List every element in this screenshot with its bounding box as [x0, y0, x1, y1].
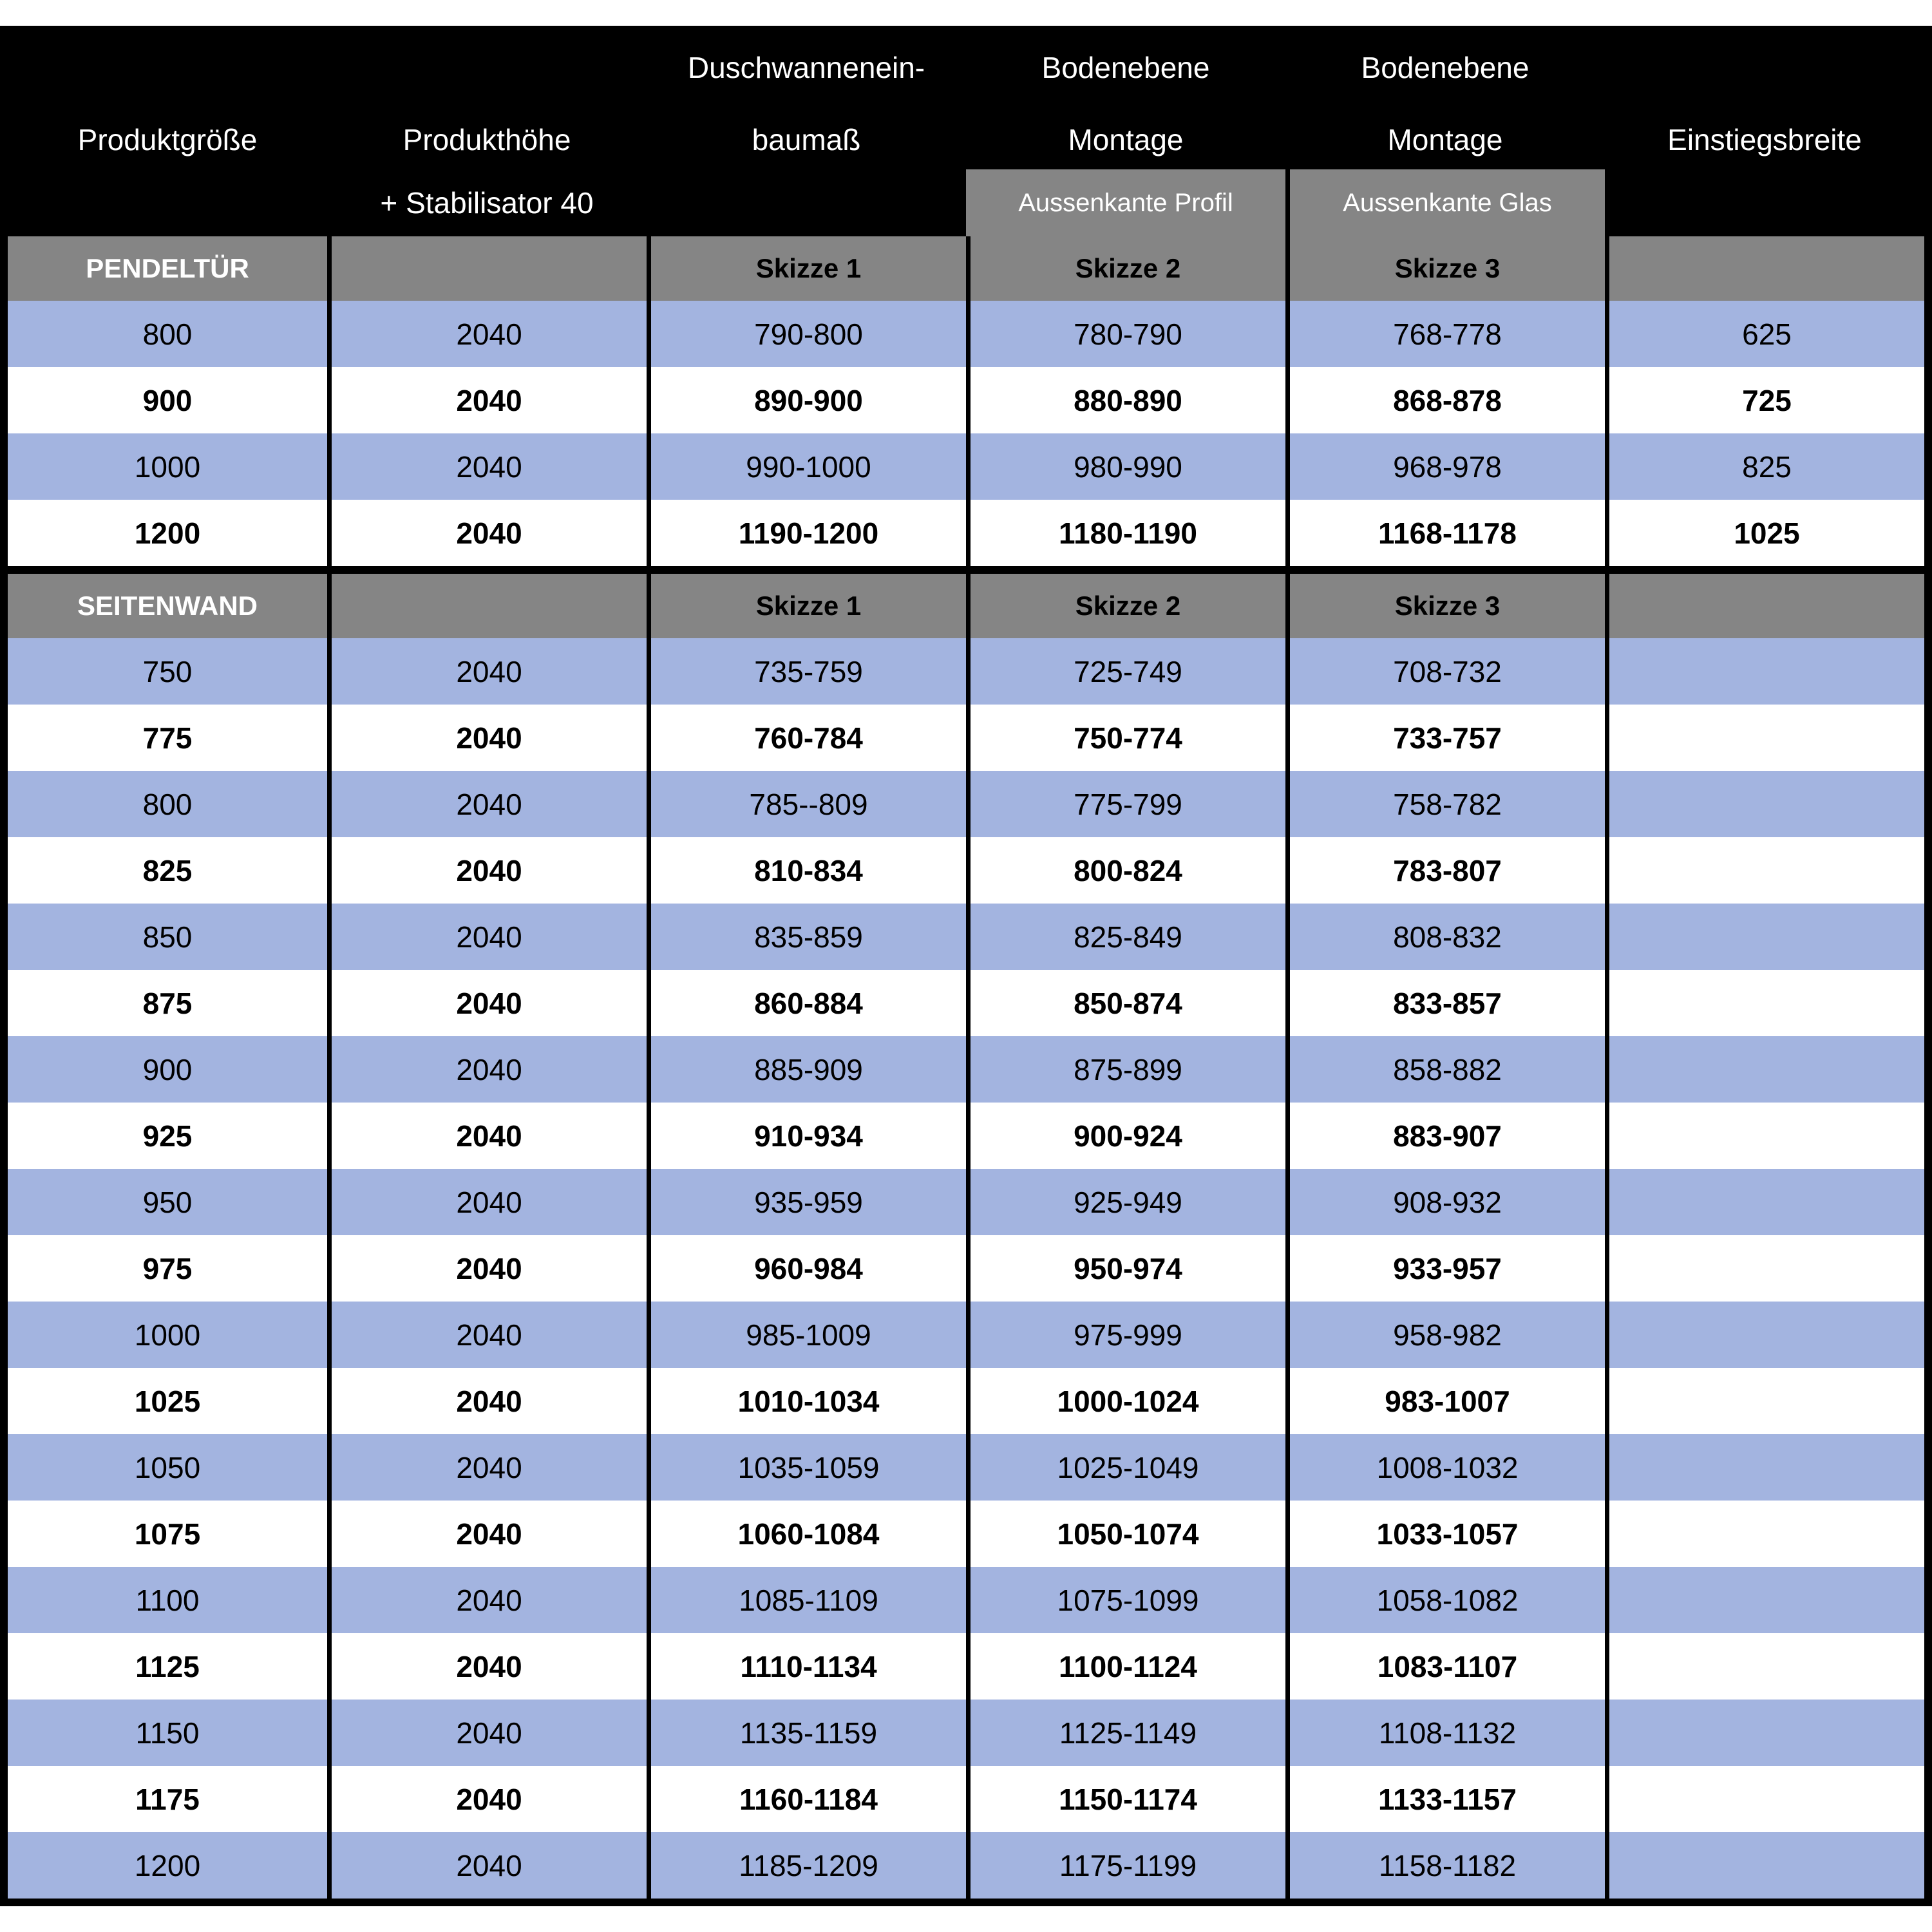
cell-produktgroesse: 750: [142, 654, 193, 688]
cell-einstiegsbreite: [1605, 1766, 1924, 1832]
cell-einstiegsbreite: 725: [1605, 367, 1924, 433]
header-bodenebene-profil-line2: Montage: [1068, 122, 1184, 156]
cell-einstiegsbreite: [1605, 904, 1924, 970]
cell-bodenebene-glas: 1058-1082: [1285, 1567, 1605, 1633]
section-header-pendeltuer: [8, 236, 1924, 301]
header-spacer: [8, 26, 327, 109]
header-col-produkthoehe: [327, 26, 647, 236]
table-row: [8, 433, 1924, 500]
cell-bodenebene-profil: 975-999: [966, 1302, 1285, 1368]
cell-duschwanneneinbaumass: 990-1000: [647, 433, 966, 500]
header-bodenebene-profil-line1: Bodenebene: [1041, 51, 1210, 84]
cell-bodenebene-profil: 1125-1149: [966, 1700, 1285, 1766]
table-row: [8, 1302, 1924, 1368]
cell-duschwanneneinbaumass: 760-784: [647, 705, 966, 771]
table-row: [8, 970, 1924, 1036]
cell-produktgroesse: 1200: [134, 516, 201, 550]
section-title-seitenwand: SEITENWAND: [77, 591, 258, 621]
cell-bodenebene-glas: 708-732: [1285, 638, 1605, 705]
table-row: [8, 367, 1924, 433]
cell-einstiegsbreite: [1605, 1633, 1924, 1700]
cell-bodenebene-glas: 868-878: [1285, 367, 1605, 433]
cell-duschwanneneinbaumass: 810-834: [647, 837, 966, 904]
cell-produktgroesse: 1025: [134, 1384, 201, 1418]
cell-bodenebene-profil: 875-899: [966, 1036, 1285, 1103]
cell-produkthoehe: 2040: [327, 1567, 647, 1633]
header-aussenkante-glas-label: Aussenkante Glas: [1285, 169, 1605, 236]
skizze1-label: Skizze 1: [647, 574, 966, 638]
table-row: [8, 837, 1924, 904]
table-row: [8, 1501, 1924, 1567]
table-row: [8, 1169, 1924, 1235]
cell-bodenebene-glas: 733-757: [1285, 705, 1605, 771]
cell-produkthoehe: 2040: [327, 970, 647, 1036]
cell-einstiegsbreite: 625: [1605, 301, 1924, 367]
cell-produktgroesse: 850: [142, 920, 193, 954]
cell-produkthoehe: 2040: [327, 638, 647, 705]
header-col-bodenebene-profil: [966, 26, 1285, 236]
cell-bodenebene-profil: 900-924: [966, 1103, 1285, 1169]
cell-produkthoehe: 2040: [327, 500, 647, 566]
table-row: [8, 1567, 1924, 1633]
table-row: [8, 301, 1924, 367]
cell-bodenebene-glas: 783-807: [1285, 837, 1605, 904]
section-rows-pendeltuer: [8, 301, 1924, 566]
section-header-seitenwand: [8, 566, 1924, 638]
cell-bodenebene-profil: 1050-1074: [966, 1501, 1285, 1567]
header-stabilisator-label: + Stabilisator 40: [380, 186, 594, 220]
cell-einstiegsbreite: [1605, 1036, 1924, 1103]
header-col-produktgroesse: [8, 26, 327, 236]
table-row: [8, 771, 1924, 837]
cell-duschwanneneinbaumass: 1010-1034: [647, 1368, 966, 1434]
cell-duschwanneneinbaumass: 885-909: [647, 1036, 966, 1103]
cell-produktgroesse: 1075: [134, 1517, 201, 1551]
cell-produktgroesse: 1175: [135, 1782, 200, 1816]
table-row: [8, 500, 1924, 566]
cell-bodenebene-profil: 925-949: [966, 1169, 1285, 1235]
cell-produktgroesse: 1200: [134, 1848, 201, 1882]
cell-duschwanneneinbaumass: 1135-1159: [647, 1700, 966, 1766]
cell-einstiegsbreite: [1605, 1501, 1924, 1567]
cell-produkthoehe: 2040: [327, 367, 647, 433]
table-row: [8, 638, 1924, 705]
cell-produktgroesse: 775: [142, 721, 193, 755]
cell-bodenebene-profil: 1175-1199: [966, 1832, 1285, 1899]
table-row: [8, 904, 1924, 970]
cell-einstiegsbreite: [1605, 1302, 1924, 1368]
cell-bodenebene-profil: 1100-1124: [966, 1633, 1285, 1700]
skizze2-label: Skizze 2: [966, 574, 1285, 638]
cell-einstiegsbreite: [1605, 1235, 1924, 1302]
table-row: [8, 1368, 1924, 1434]
cell-bodenebene-glas: 833-857: [1285, 970, 1605, 1036]
cell-duschwanneneinbaumass: 985-1009: [647, 1302, 966, 1368]
cell-duschwanneneinbaumass: 860-884: [647, 970, 966, 1036]
cell-bodenebene-glas: 768-778: [1285, 301, 1605, 367]
cell-einstiegsbreite: [1605, 1700, 1924, 1766]
cell-bodenebene-glas: 883-907: [1285, 1103, 1605, 1169]
cell-bodenebene-profil: 1075-1099: [966, 1567, 1285, 1633]
size-table: [0, 26, 1932, 1906]
cell-duschwanneneinbaumass: 785--809: [647, 771, 966, 837]
cell-produkthoehe: 2040: [327, 705, 647, 771]
cell-duschwanneneinbaumass: 1190-1200: [647, 500, 966, 566]
cell-duschwanneneinbaumass: 835-859: [647, 904, 966, 970]
cell-einstiegsbreite: [1605, 1368, 1924, 1434]
cell-duschwanneneinbaumass: 1060-1084: [647, 1501, 966, 1567]
cell-produktgroesse: 1000: [134, 450, 201, 484]
cell-produkthoehe: 2040: [327, 301, 647, 367]
skizze1-label: Skizze 1: [647, 236, 966, 301]
cell-produktgroesse: 1125: [135, 1649, 200, 1683]
cell-duschwanneneinbaumass: 1185-1209: [647, 1832, 966, 1899]
header-spacer: [8, 169, 327, 236]
cell-bodenebene-glas: 983-1007: [1285, 1368, 1605, 1434]
header-einstiegsbreite-label: Einstiegsbreite: [1667, 122, 1862, 156]
cell-produktgroesse: 950: [142, 1185, 193, 1219]
table-row: [8, 1633, 1924, 1700]
cell-produktgroesse: 1150: [135, 1716, 200, 1750]
cell-einstiegsbreite: [1605, 1832, 1924, 1899]
cell-produktgroesse: 800: [142, 787, 193, 821]
cell-bodenebene-glas: 1083-1107: [1285, 1633, 1605, 1700]
table-row: [8, 1700, 1924, 1766]
cell-produkthoehe: 2040: [327, 1766, 647, 1832]
cell-bodenebene-profil: 825-849: [966, 904, 1285, 970]
cell-einstiegsbreite: [1605, 1434, 1924, 1501]
skizze3-label: Skizze 3: [1285, 574, 1605, 638]
table-row: [8, 705, 1924, 771]
header-bodenebene-glas-line2: Montage: [1387, 122, 1503, 156]
cell-einstiegsbreite: [1605, 638, 1924, 705]
header-produkthoehe-label: Produkthöhe: [402, 122, 571, 156]
section-title-pendeltuer: PENDELTÜR: [86, 253, 249, 283]
cell-produktgroesse: 800: [142, 317, 193, 351]
cell-duschwanneneinbaumass: 735-759: [647, 638, 966, 705]
cell-produkthoehe: 2040: [327, 1700, 647, 1766]
cell-einstiegsbreite: 825: [1605, 433, 1924, 500]
cell-duschwanneneinbaumass: 1160-1184: [647, 1766, 966, 1832]
cell-produktgroesse: 900: [142, 1052, 193, 1086]
cell-produktgroesse: 875: [142, 986, 193, 1020]
cell-duschwanneneinbaumass: 910-934: [647, 1103, 966, 1169]
cell-bodenebene-profil: 780-790: [966, 301, 1285, 367]
cell-duschwanneneinbaumass: 1085-1109: [647, 1567, 966, 1633]
cell-bodenebene-profil: 950-974: [966, 1235, 1285, 1302]
header-col-bodenebene-glas: [1285, 26, 1605, 236]
cell-einstiegsbreite: [1605, 970, 1924, 1036]
cell-bodenebene-profil: 980-990: [966, 433, 1285, 500]
section-empty-cell: [327, 574, 647, 638]
cell-bodenebene-glas: 908-932: [1285, 1169, 1605, 1235]
cell-bodenebene-glas: 1033-1057: [1285, 1501, 1605, 1567]
cell-produktgroesse: 1000: [134, 1318, 201, 1352]
cell-produktgroesse: 825: [142, 853, 193, 887]
cell-produkthoehe: 2040: [327, 1434, 647, 1501]
cell-einstiegsbreite: [1605, 1103, 1924, 1169]
cell-duschwanneneinbaumass: 790-800: [647, 301, 966, 367]
cell-bodenebene-glas: 1158-1182: [1285, 1832, 1605, 1899]
table-row: [8, 1434, 1924, 1501]
cell-produktgroesse: 1050: [134, 1450, 201, 1484]
cell-einstiegsbreite: [1605, 1567, 1924, 1633]
cell-bodenebene-profil: 1025-1049: [966, 1434, 1285, 1501]
cell-produkthoehe: 2040: [327, 1832, 647, 1899]
cell-bodenebene-profil: 775-799: [966, 771, 1285, 837]
section-rows-seitenwand: [8, 638, 1924, 1899]
header-duschwanne-line2: baumaß: [752, 122, 861, 156]
cell-produkthoehe: 2040: [327, 771, 647, 837]
table-row: [8, 1103, 1924, 1169]
cell-bodenebene-profil: 725-749: [966, 638, 1285, 705]
section-empty-cell: [1605, 574, 1924, 638]
header-spacer: [327, 26, 647, 109]
cell-bodenebene-profil: 750-774: [966, 705, 1285, 771]
table-row: [8, 1832, 1924, 1899]
cell-bodenebene-glas: 808-832: [1285, 904, 1605, 970]
cell-einstiegsbreite: [1605, 705, 1924, 771]
header-bodenebene-glas-line1: Bodenebene: [1361, 51, 1530, 84]
cell-einstiegsbreite: [1605, 837, 1924, 904]
cell-einstiegsbreite: 1025: [1605, 500, 1924, 566]
table-row: [8, 1766, 1924, 1832]
cell-duschwanneneinbaumass: 935-959: [647, 1169, 966, 1235]
cell-produkthoehe: 2040: [327, 1368, 647, 1434]
cell-produktgroesse: 925: [142, 1119, 193, 1153]
cell-bodenebene-profil: 880-890: [966, 367, 1285, 433]
cell-produktgroesse: 1100: [135, 1583, 200, 1617]
cell-produkthoehe: 2040: [327, 1103, 647, 1169]
cell-produkthoehe: 2040: [327, 1036, 647, 1103]
cell-bodenebene-profil: 1180-1190: [966, 500, 1285, 566]
cell-bodenebene-glas: 933-957: [1285, 1235, 1605, 1302]
cell-duschwanneneinbaumass: 960-984: [647, 1235, 966, 1302]
cell-bodenebene-glas: 968-978: [1285, 433, 1605, 500]
cell-produkthoehe: 2040: [327, 1169, 647, 1235]
cell-bodenebene-glas: 958-982: [1285, 1302, 1605, 1368]
header-aussenkante-profil-label: Aussenkante Profil: [966, 169, 1285, 236]
cell-produkthoehe: 2040: [327, 433, 647, 500]
cell-bodenebene-glas: 1168-1178: [1285, 500, 1605, 566]
cell-bodenebene-glas: 1133-1157: [1285, 1766, 1605, 1832]
cell-bodenebene-profil: 1000-1024: [966, 1368, 1285, 1434]
cell-duschwanneneinbaumass: 1035-1059: [647, 1434, 966, 1501]
cell-bodenebene-profil: 800-824: [966, 837, 1285, 904]
section-empty-cell: [327, 236, 647, 301]
cell-bodenebene-glas: 1008-1032: [1285, 1434, 1605, 1501]
table-row: [8, 1036, 1924, 1103]
header-spacer: [1605, 26, 1924, 109]
cell-produkthoehe: 2040: [327, 1633, 647, 1700]
table-row: [8, 1235, 1924, 1302]
cell-bodenebene-profil: 1150-1174: [966, 1766, 1285, 1832]
cell-produkthoehe: 2040: [327, 904, 647, 970]
cell-einstiegsbreite: [1605, 771, 1924, 837]
cell-produkthoehe: 2040: [327, 837, 647, 904]
cell-duschwanneneinbaumass: 1110-1134: [647, 1633, 966, 1700]
cell-einstiegsbreite: [1605, 1169, 1924, 1235]
section-empty-cell: [1605, 236, 1924, 301]
cell-bodenebene-profil: 850-874: [966, 970, 1285, 1036]
header-spacer: [647, 169, 966, 236]
cell-duschwanneneinbaumass: 890-900: [647, 367, 966, 433]
cell-bodenebene-glas: 858-882: [1285, 1036, 1605, 1103]
header-col-einstiegsbreite: [1605, 26, 1924, 236]
cell-produktgroesse: 900: [142, 383, 193, 417]
cell-bodenebene-glas: 758-782: [1285, 771, 1605, 837]
cell-bodenebene-glas: 1108-1132: [1285, 1700, 1605, 1766]
cell-produktgroesse: 975: [142, 1251, 193, 1285]
header-duschwanne-line1: Duschwannenein-: [687, 51, 925, 84]
cell-produkthoehe: 2040: [327, 1235, 647, 1302]
skizze3-label: Skizze 3: [1285, 236, 1605, 301]
skizze2-label: Skizze 2: [966, 236, 1285, 301]
header-produktgroesse-label: Produktgröße: [77, 122, 258, 156]
header-col-duschwanneneinbaumass: [647, 26, 966, 236]
cell-produkthoehe: 2040: [327, 1302, 647, 1368]
table-header: [8, 26, 1924, 236]
cell-produkthoehe: 2040: [327, 1501, 647, 1567]
header-spacer: [1605, 169, 1924, 236]
